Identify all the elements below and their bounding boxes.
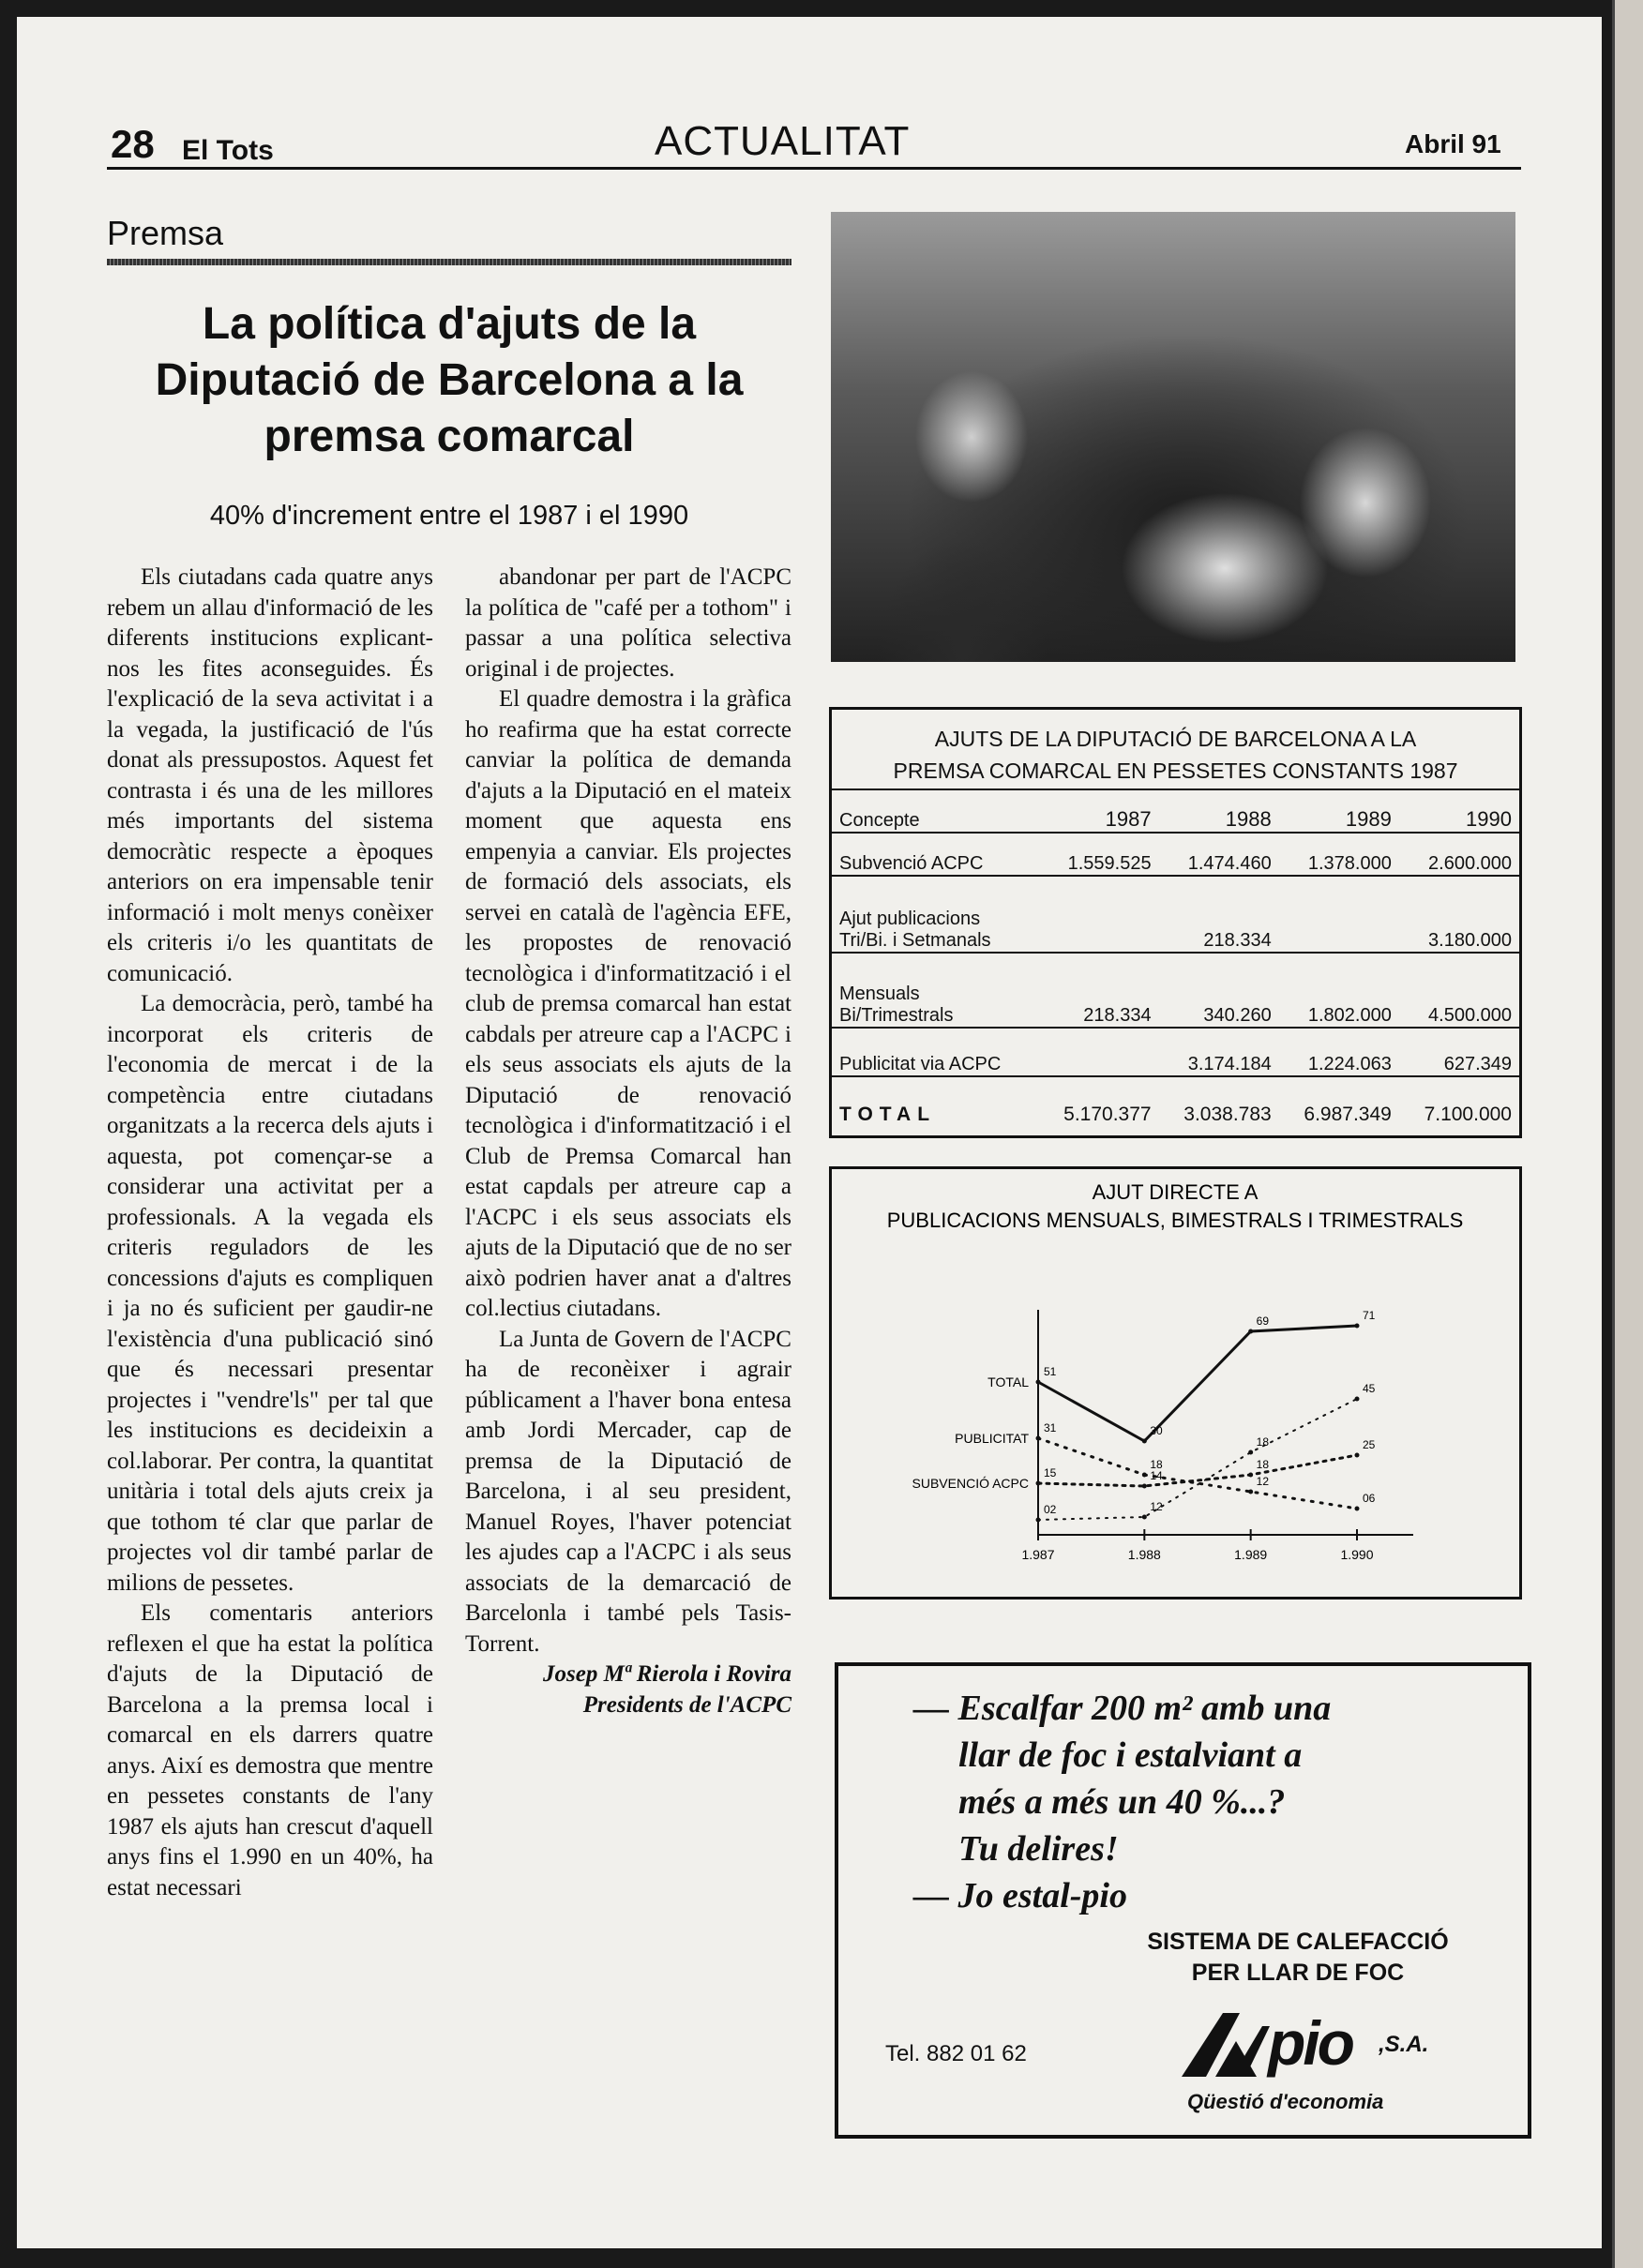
data-point [1142, 1515, 1147, 1520]
table-cell: 1.224.063 [1279, 1028, 1399, 1076]
data-label: 14 [1150, 1469, 1163, 1482]
ad-line: Tu delires! [958, 1829, 1119, 1869]
series-label: SUBVENCIÓ ACPC [912, 1476, 1029, 1491]
paragraph: Els comentaris anteriors reflexen el que ha estat la política d'ajuts de la Diputació de Barcelona a la premsa local i comarcal en els darrers quatre anys. Així es demostra que mentre en pessetes constants de l'any 1987 els ajuts han crescut d'aquell anys fins el 1.990 en un 40%, ha estat necessari [107, 1600, 433, 1900]
data-label: 18 [1150, 1458, 1163, 1471]
table-title-line: PREMSA COMARCAL EN PESSETES CONSTANTS 1987 [893, 759, 1458, 783]
x-tick-label: 1.988 [1127, 1547, 1161, 1562]
data-label: 31 [1044, 1421, 1057, 1434]
table-total-row [832, 1076, 1519, 1126]
article-subheadline: 40% d'increment entre el 1987 i el 1990 [209, 501, 689, 531]
data-point [1248, 1490, 1253, 1494]
data-label: 25 [1363, 1438, 1376, 1451]
data-point [1036, 1481, 1041, 1486]
data-point [1142, 1473, 1147, 1478]
data-label: 71 [1363, 1309, 1376, 1322]
ad-copy [913, 1685, 1495, 1919]
chart-svg [832, 1169, 1519, 1597]
data-label: 51 [1044, 1365, 1057, 1378]
row-label: TOTAL [832, 1076, 1038, 1126]
table-cell: 3.038.783 [1159, 1076, 1279, 1126]
table-cell: 5.170.377 [1038, 1076, 1158, 1126]
table-row [832, 953, 1519, 1028]
data-label: 45 [1363, 1382, 1376, 1395]
article-column-2 [465, 563, 791, 1720]
ad-line: llar de foc i estalviant a [958, 1735, 1303, 1775]
grants-table-box [829, 707, 1522, 1138]
table-cell: 1.474.460 [1159, 833, 1279, 876]
table-cell: 6.987.349 [1279, 1076, 1399, 1126]
x-tick-label: 1.989 [1234, 1547, 1268, 1562]
press-photo [831, 212, 1515, 662]
column-header: Concepte [832, 789, 1038, 833]
table-cell: 1.559.525 [1038, 833, 1158, 876]
signature-name: Josep Mª Rierola i Rovira [543, 1661, 791, 1687]
table-row [832, 876, 1519, 953]
data-label: 15 [1044, 1466, 1057, 1479]
paragraph: La Junta de Govern de l'ACPC ha de reconèixer i agrair públicament a l'haver bona entesa amb Jordi Mercader, cap de premsa de la Diputació de Barcelona, i al seu president, Manuel Royes, l'haver potenciat les ajudes cap a l'ACPC i als seus associats de la demarcació de Barcelonla i també pels Tasis-Torrent. [465, 1326, 791, 1657]
table-title [832, 723, 1519, 787]
data-point [1142, 1484, 1147, 1489]
data-point [1355, 1507, 1360, 1511]
publication-name: El Tots [182, 135, 274, 166]
table-cell [1038, 1028, 1158, 1076]
series-label: TOTAL [987, 1374, 1029, 1389]
row-label: Publicitat via ACPC [832, 1028, 1038, 1076]
data-point [1036, 1518, 1041, 1523]
section-header: ACTUALITAT [655, 118, 911, 164]
page-number: 28 [111, 122, 155, 166]
column-header: 1988 [1159, 789, 1279, 833]
ad-line: més a més un 40 %...? [958, 1782, 1286, 1822]
x-tick-label: 1.990 [1340, 1547, 1374, 1562]
column-header: 1990 [1399, 789, 1519, 833]
data-point [1355, 1453, 1360, 1458]
x-tick-label: 1.987 [1021, 1547, 1055, 1562]
logo-mark-icon [1178, 2007, 1272, 2082]
data-point [1355, 1324, 1360, 1329]
table-cell: 2.600.000 [1399, 833, 1519, 876]
table-cell: 218.334 [1038, 953, 1158, 1028]
data-label: 12 [1150, 1500, 1163, 1513]
advertisement [835, 1662, 1531, 2139]
ad-system-line: SISTEMA DE CALEFACCIÓ [1147, 1929, 1449, 1955]
ad-system-label [1082, 1927, 1514, 1989]
table-cell: 7.100.000 [1399, 1076, 1519, 1126]
article-column-1 [107, 563, 433, 1903]
data-label: 69 [1256, 1314, 1270, 1328]
series-line [1038, 1455, 1357, 1486]
series-label: PUBLICITAT [955, 1431, 1029, 1446]
logo-suffix: ,S.A. [1379, 2032, 1429, 2057]
chart-title: PUBLICACIONS MENSUALS, BIMESTRALS I TRIMESTRALS [886, 1209, 1464, 1232]
data-point [1355, 1397, 1360, 1402]
row-label: Mensuals Bi/Trimestrals [832, 953, 1038, 1028]
section-rule [107, 259, 791, 265]
table-cell: 340.260 [1159, 953, 1279, 1028]
data-point [1036, 1436, 1041, 1441]
table-cell: 218.334 [1159, 876, 1279, 953]
data-label: 30 [1150, 1424, 1163, 1437]
column-header: 1987 [1038, 789, 1158, 833]
table-cell: 3.174.184 [1159, 1028, 1279, 1076]
row-label: Subvenció ACPC [832, 833, 1038, 876]
data-point [1248, 1450, 1253, 1455]
table-title-line: AJUTS DE LA DIPUTACIÓ DE BARCELONA A LA [934, 727, 1417, 751]
chart-title: AJUT DIRECTE A [1092, 1180, 1259, 1204]
table-cell: 1.378.000 [1279, 833, 1399, 876]
logo-wordmark: pio [1268, 2008, 1352, 2078]
header-rule [107, 167, 1521, 170]
table-header-row [832, 789, 1519, 833]
data-label: 02 [1044, 1503, 1057, 1516]
table-cell: 3.180.000 [1399, 876, 1519, 953]
paragraph: El quadre demostra i la gràfica ho reafirma que ha estat correcte canviar la política de demanda d'ajuts a la Diputació en el mateix moment que aquesta ens empenyia a canviar. Els projectes de formació dels associats, els servei en català de l'agència EFE, les propostes de renovació tecnològica i d'informatització i el club de premsa comarcal han estat cabdals per atreure cap a l'ACPC i els seus associats els ajuts de la Diputació de renovació tecnològica i d'informatització i el Club de Premsa Comarcal han estat capdals per atreure cap a l'ACPC i els seus associats els ajuts de la Diputació que de no ser això podrien haver anat a d'altres col.lectius ciutadans. [465, 686, 791, 1321]
table-row [832, 1028, 1519, 1076]
data-label: 12 [1256, 1475, 1270, 1488]
magazine-page [17, 17, 1602, 2248]
data-label: 06 [1363, 1492, 1376, 1505]
paragraph: abandonar per part de l'ACPC la política de "café per a tothom" i passar a una política selectiva original i de projectes. [465, 564, 791, 682]
table-row [832, 833, 1519, 876]
paragraph: Els ciutadans cada quatre anys rebem un allau d'informació de les diferents institucions explicant-nos les fites aconseguides. És l'explicació de la seva activitat i a la vegada, la justificació de l'ús donat als pressupostos. Aquest fet contrasta i és una de les millores més importants del sistema democràtic respecte a èpoques anteriors on era impensable tenir informació i molt menys conèixer els criteris i/o les quantitats de comunicació. [107, 564, 433, 986]
data-point [1036, 1380, 1041, 1385]
ad-tagline: Qüestió d'economia [1187, 2090, 1384, 2113]
table-cell [1038, 876, 1158, 953]
data-point [1248, 1473, 1253, 1478]
data-point [1248, 1329, 1253, 1334]
series-line [1038, 1438, 1357, 1509]
article-headline: La política d'ajuts de la Diputació de Barcelona a la premsa comarcal [155, 299, 744, 461]
table-cell [1279, 876, 1399, 953]
grants-table [832, 789, 1519, 1126]
table-cell: 4.500.000 [1399, 953, 1519, 1028]
signature-role: Presidents de l'ACPC [582, 1691, 791, 1718]
row-label: Ajut publicacions Tri/Bi. i Setmanals [832, 876, 1038, 953]
data-label: 18 [1256, 1458, 1270, 1471]
table-cell: 1.802.000 [1279, 953, 1399, 1028]
data-point [1142, 1439, 1147, 1444]
grants-chart [829, 1166, 1522, 1600]
series-line [1038, 1399, 1357, 1520]
section-label: Premsa [107, 214, 224, 252]
column-header: 1989 [1279, 789, 1399, 833]
pio-logo [1178, 2007, 1478, 2082]
ad-line: — Escalfar 200 m² amb una [913, 1689, 1332, 1728]
table-cell: 627.349 [1399, 1028, 1519, 1076]
data-label: 18 [1256, 1435, 1270, 1449]
ad-line: — Jo estal-pio [913, 1876, 1127, 1915]
page-edge [1612, 0, 1643, 2268]
ad-phone: Tel. 882 01 62 [885, 2041, 1027, 2066]
paragraph: La democràcia, però, també ha incorporat els criteris de l'economia de mercat i de la competència entre ciutadans organitzats a la recerca dels ajuts i aquesta, pot començar-se a considerar una activitat per a professionals. A la vegada els criteris reguladors de les concessions d'ajuts es compliquen i ja no és suficient per gaudir-ne l'existència d'una publicació sinó que és necessari presentar projectes i "vendre'ls" per tal que les institucions es decideixin a col.laborar. Per contra, la quantitat unitària i total dels ajuts creix ja que tothom té clar que parlar de projectes vol dir també parlar de milions de pessetes. [107, 991, 433, 1596]
ad-system-line: PER LLAR DE FOC [1191, 1960, 1405, 1986]
issue-date: Abril 91 [1405, 129, 1501, 158]
